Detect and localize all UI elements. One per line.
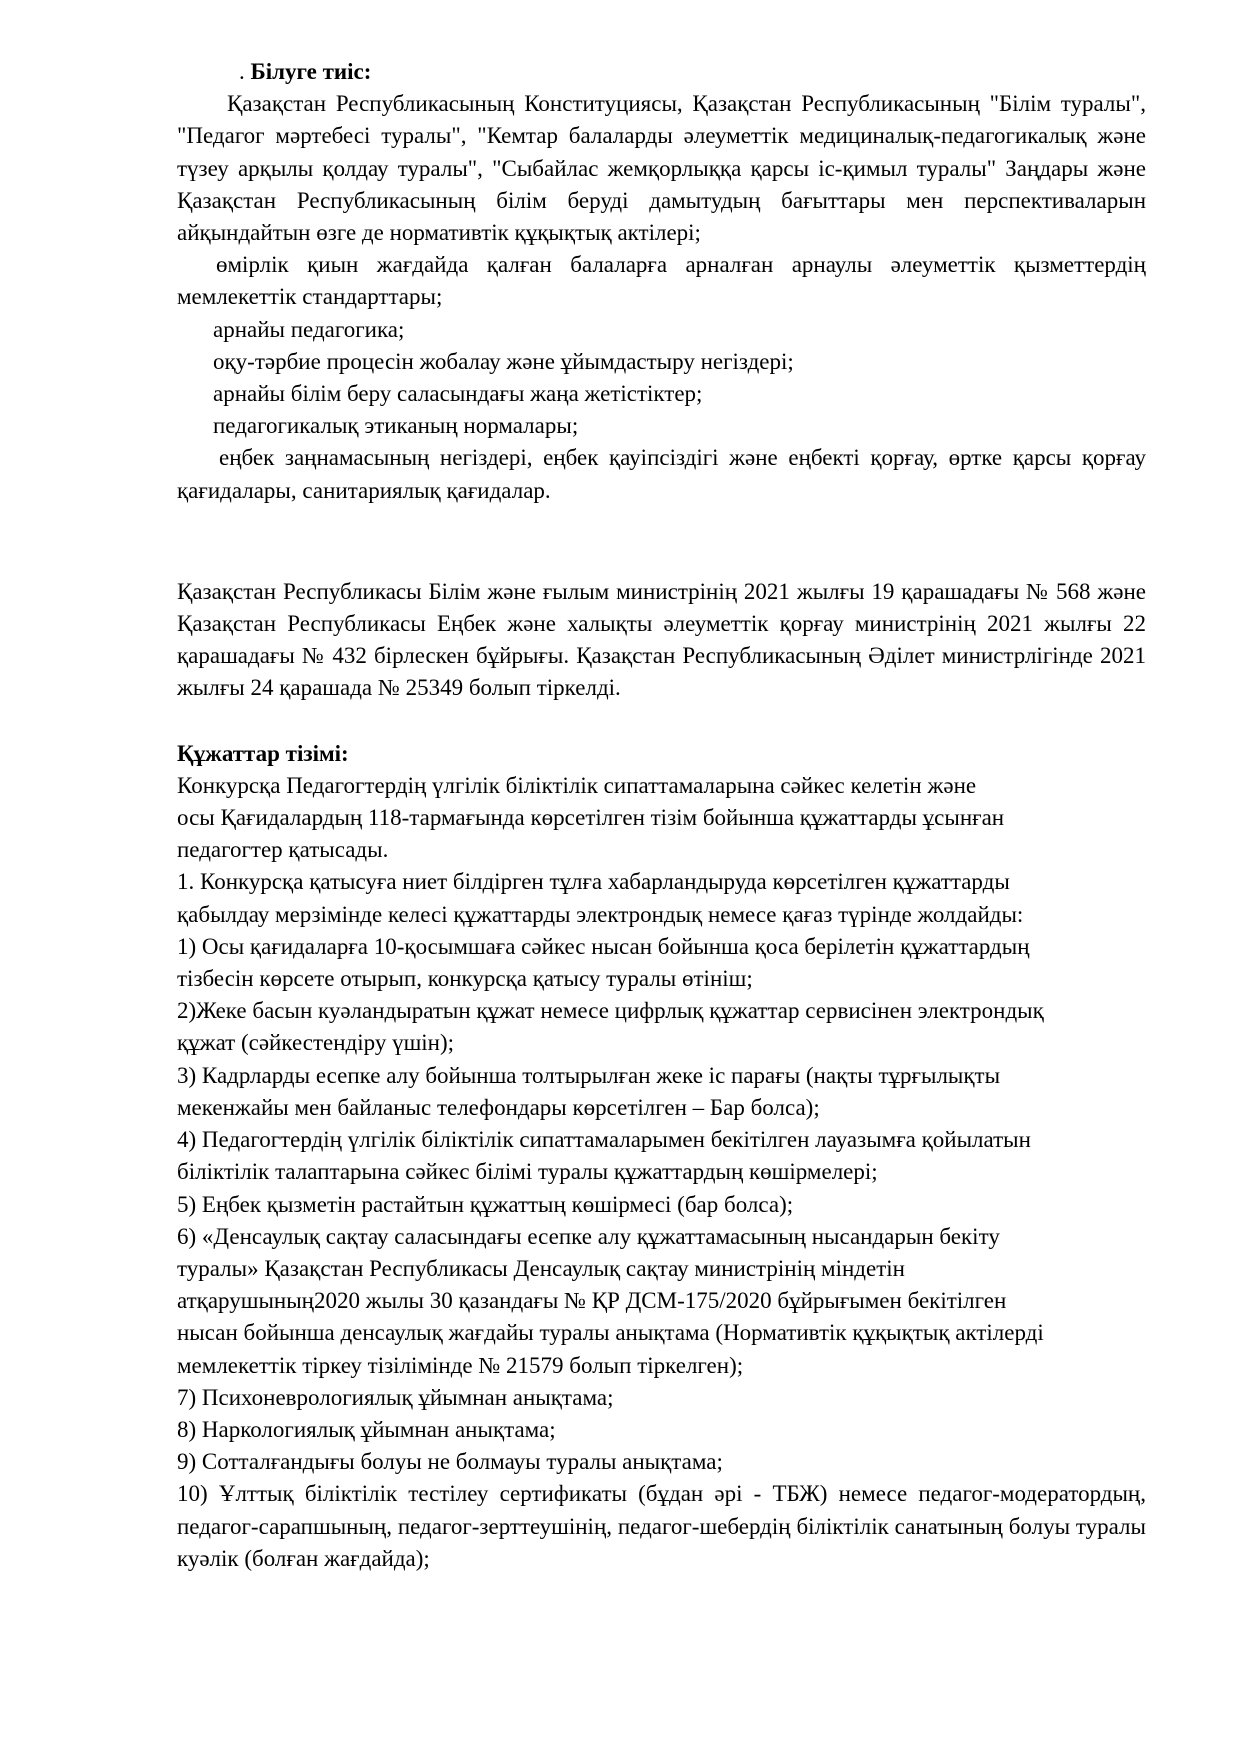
documents-item-line: атқарушының2020 жылы 30 қазандағы № ҚР ДСМ-175/2020 бұйрығымен бекітілген <box>177 1288 1007 1314</box>
documents-item-line: 4) Педагогтердің үлгілік біліктілік сипаттамаларымен бекітілген лауазымға қойылатын <box>177 1127 1031 1153</box>
documents-item-line: 2)Жеке басын куәландыратын құжат немесе цифрлық құжаттар сервисінен электрондық <box>177 998 1044 1024</box>
documents-intro-line: Конкурсқа Педагогтердің үлгілік біліктілік сипаттамаларына сәйкес келетін және <box>177 772 977 798</box>
spacer <box>177 705 1146 738</box>
documents-intro-line: осы Қағидалардың 118-тармағында көрсетілген тізім бойынша құжаттарды ұсынған <box>177 805 1005 831</box>
documents-item-line: нысан бойынша денсаулық жағдайы туралы анықтама (Нормативтік құқықтық актілерді <box>177 1320 1044 1346</box>
paragraph-laws: Қазақстан Республикасының Конституциясы, Қазақстан Республикасының "Білім туралы", "Педагог мәртебесі туралы", "Кемтар балаларды әлеуметтік медициналық-педагогикалық және түзеу арқылы қолдау туралы", "Сыбайлас жемқорлыққа қарсы іс-қимыл туралы" Заңдары және Қазақстан Республикасының білім беруді дамытудың бағыттары мен перспективаларын айқындайтын өзге де нормативтік құқықтық актілері; <box>177 91 1146 246</box>
documents-item-line: құжат (сәйкестендіру үшін); <box>177 1030 455 1056</box>
knowledge-item: арнайы педагогика; <box>213 316 405 342</box>
documents-item-line: мекенжайы мен байланыс телефондары көрсетілген – Бар болса); <box>177 1094 820 1120</box>
document-page <box>177 56 1146 1575</box>
heading-prefix: . <box>239 59 245 84</box>
documents-item-line: біліктілік талаптарына сәйкес білімі туралы құжаттардың көшірмелері; <box>177 1159 878 1185</box>
documents-item-line: мемлекеттік тіркеу тізілімінде № 21579 болып тіркелген); <box>177 1352 744 1378</box>
paragraph-standards: өмірлік қиын жағдайда қалған балаларға арналған арнаулы әлеуметтік қызметтердің мемлекеттік стандарттары; <box>177 252 1146 310</box>
documents-item-line: 6) «Денсаулық сақтау саласындағы есепке алу құжаттамасының нысандарын бекіту <box>177 1223 1000 1249</box>
section-heading <box>177 56 1146 88</box>
documents-item-line: туралы» Қазақстан Республикасы Денсаулық сақтау министрінің міндетін <box>177 1255 905 1281</box>
heading-text: Білуге тиіс: <box>250 59 372 84</box>
documents-item-line: 1. Конкурсқа қатысуға ниет білдірген тұлға хабарландыруда көрсетілген құжаттарды <box>177 869 1010 895</box>
documents-item-line: 8) Наркологиялық ұйымнан анықтама; <box>177 1416 556 1442</box>
knowledge-item: педагогикалық этиканың нормалары; <box>213 413 579 439</box>
paragraph-labor-law: еңбек заңнамасының негіздері, еңбек қауіпсіздігі және еңбекті қорғау, өртке қарсы қорғау қағидалары, санитариялық қағидалар. <box>177 445 1146 503</box>
documents-item-line: 5) Еңбек қызметін растайтын құжаттың көшірмесі (бар болса); <box>177 1191 794 1217</box>
spacer <box>177 507 1146 576</box>
documents-item-paragraph: 10) Ұлттық біліктілік тестілеу сертификаты (бұдан әрі - ТБЖ) немесе педагог-модератордың, педагог-сарапшының, педагог-зерттеушінің, педагог-шебердің біліктілік санатының болуы туралы куәлік (болған жағдайда); <box>177 1481 1146 1571</box>
knowledge-item: арнайы білім беру саласындағы жаңа жетістіктер; <box>213 381 703 407</box>
documents-item-line: 7) Психоневрологиялық ұйымнан анықтама; <box>177 1384 614 1410</box>
knowledge-item: оқу-тәрбие процесін жобалау және ұйымдастыру негіздері; <box>213 348 794 374</box>
documents-item-line: тізбесін көрсете отырып, конкурсқа қатысу туралы өтініш; <box>177 966 753 992</box>
documents-item-line: 3) Кадрларды есепке алу бойынша толтырылған жеке іс парағы (нақты тұрғылықты <box>177 1062 1001 1088</box>
order-paragraph: Қазақстан Республикасы Білім және ғылым министрінің 2021 жылғы 19 қарашадағы № 568 және Қазақстан Республикасы Еңбек және халықты әлеуметтік қорғау министрінің 2021 жылғы 22 қарашадағы № 432 бірлескен бұйрығы. Қазақстан Республикасының Әділет министрлігінде 2021 жылғы 24 қарашада № 25349 болып тіркелді. <box>177 578 1146 701</box>
documents-title: Құжаттар тізімі: <box>177 740 349 766</box>
documents-item-line: қабылдау мерзімінде келесі құжаттарды электрондық немесе қағаз түрінде жолдайды: <box>177 901 1024 927</box>
documents-intro-line: педагогтер қатысады. <box>177 837 389 863</box>
documents-item-line: 9) Сотталғандығы болуы не болмауы туралы анықтама; <box>177 1449 723 1475</box>
documents-item-line: 1) Осы қағидаларға 10-қосымшаға сәйкес нысан бойынша қоса берілетін құжаттардың <box>177 933 1030 959</box>
